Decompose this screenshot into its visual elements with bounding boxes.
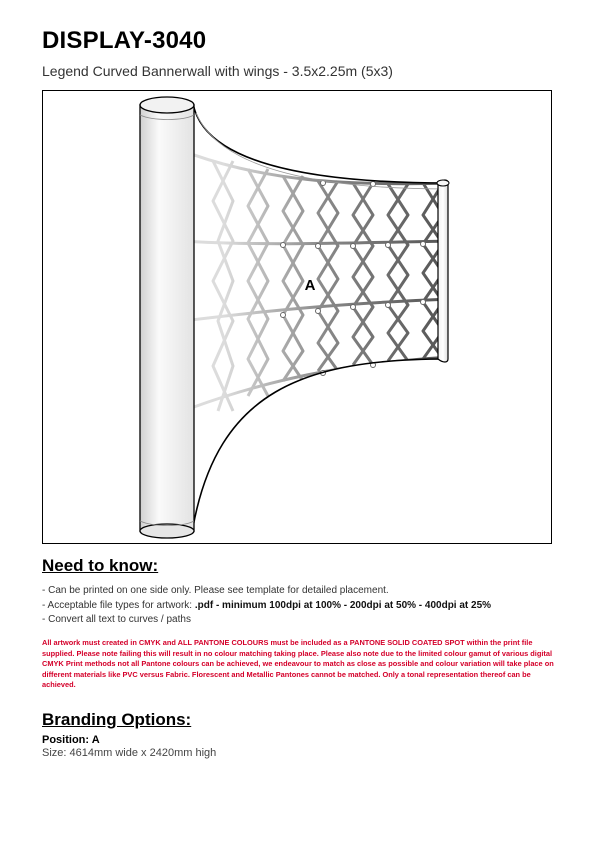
position-marker-a: A [304,277,316,294]
list-item: - Can be printed on one side only. Please see template for detailed placement. [42,585,389,596]
need-to-know-list [42,584,562,628]
size-label: Size: 4614mm wide x 2420mm high [42,747,217,759]
page-title: DISPLAY-3040 [42,27,207,54]
need-to-know-heading: Need to know: [42,556,159,575]
right-wing-end [437,180,449,362]
list-item: - Acceptable file types for artwork: .pdf - minimum 100dpi at 100% - 200dpi at 50% - 400dpi at 25% [42,599,492,611]
left-tube-end [140,97,194,538]
product-subtitle: Legend Curved Bannerwall with wings - 3.5x2.25m (5x3) [42,63,393,79]
branding-options-heading: Branding Options: [42,710,192,729]
colour-warning: All artwork must created in CMYK and ALL PANTONE COLOURS must be included as a PANTONE SOLID COATED SPOT within the print file supplied. Please note failing this will result in no colour matching taking place. Please also note due to the limited colour gamut of various digital CMYK Print methods not all Pantone colours can be achieved, we endeavour to match as close as possible and colour variation will take place on different materials like PVC versus Fabric. Florescent and Metallic Pantones cannot be matched. Only a tonal representation thereof can be achieved. [42,638,554,690]
list-item: - Convert all text to curves / paths [42,614,191,625]
product-illustration [42,90,552,544]
position-label: Position: A [42,734,100,746]
bannerwall-drawing [43,91,552,544]
